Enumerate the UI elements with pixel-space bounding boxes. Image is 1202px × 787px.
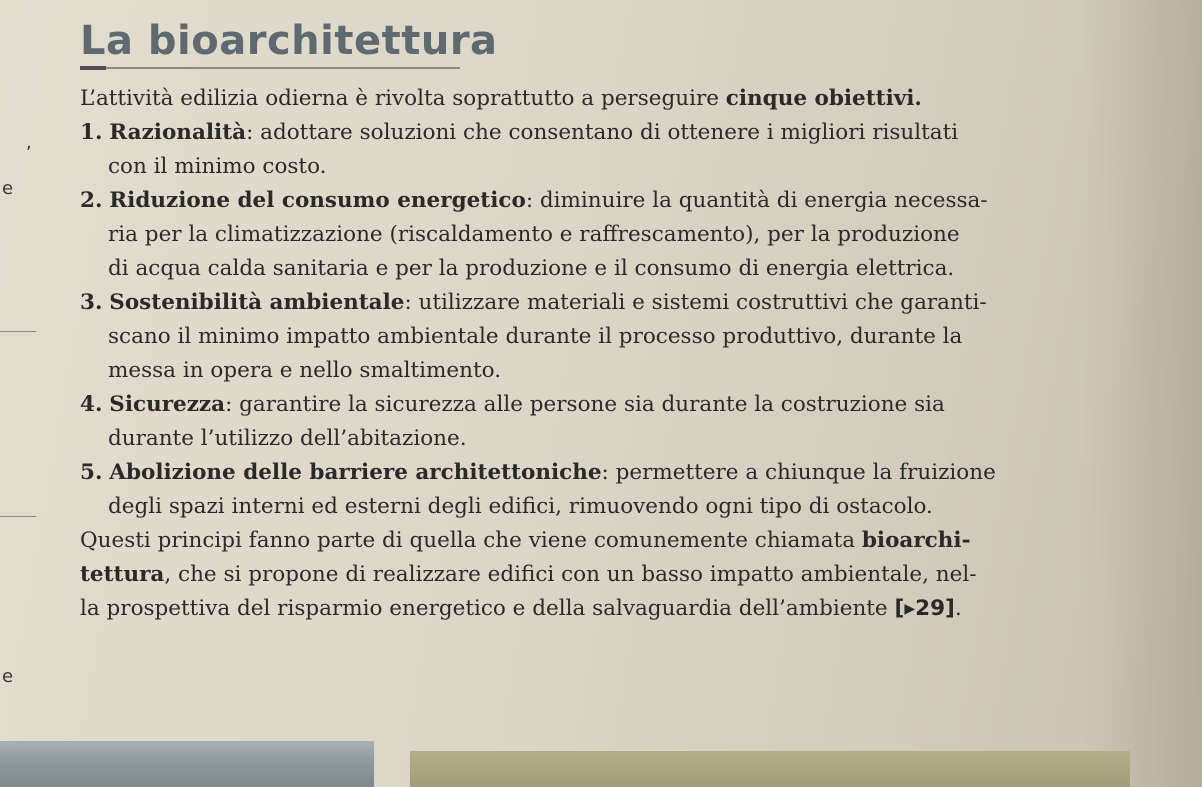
list-item-continuation: con il minimo costo. — [108, 154, 327, 179]
margin-mark: e — [2, 666, 14, 687]
list-item: 2. Riduzione del consumo energetico: diminuire la quantità di energia necessa- — [80, 188, 988, 213]
photo-strip-right — [410, 751, 1130, 787]
list-item-continuation: ria per la climatizzazione (riscaldamento e raffrescamento), per la produzione — [108, 222, 960, 247]
margin-mark: e — [2, 178, 14, 199]
list-item: 4. Sicurezza: garantire la sicurezza alle persone sia durante la costruzione sia — [80, 392, 945, 417]
intro-paragraph: L’attività edilizia odierna è rivolta soprattutto a perseguire cinque obiettivi. — [80, 86, 922, 111]
closing-paragraph: Questi principi fanno parte di quella che viene comunemente chiamata bioarchi- — [80, 528, 971, 553]
list-item-continuation: durante l’utilizzo dell’abitazione. — [108, 426, 467, 451]
list-item: 3. Sostenibilità ambientale: utilizzare materiali e sistemi costruttivi che garanti- — [80, 290, 987, 315]
section-title: La bioarchitettura — [80, 18, 498, 64]
margin-mark: , — [26, 132, 32, 153]
list-item-continuation: messa in opera e nello smaltimento. — [108, 358, 502, 383]
page-reference: [▸29] — [894, 596, 955, 621]
body-text — [80, 82, 1140, 626]
list-item-continuation: degli spazi interni ed esterni degli edifici, rimuovendo ogni tipo di ostacolo. — [108, 494, 933, 519]
list-item: 5. Abolizione delle barriere architettoniche: permettere a chiunque la fruizione — [80, 460, 996, 485]
closing-paragraph-line: la prospettiva del risparmio energetico e della salvaguardia dell’ambiente [▸29]. — [80, 596, 962, 621]
closing-paragraph-line: tettura, che si propone di realizzare edifici con un basso impatto ambientale, nel- — [80, 562, 977, 587]
margin-rule — [0, 516, 36, 517]
title-underline — [80, 67, 460, 69]
title-underline-accent — [80, 66, 106, 70]
list-item: 1. Razionalità: adottare soluzioni che consentano di ottenere i migliori risultati — [80, 120, 959, 145]
list-item-continuation: di acqua calda sanitaria e per la produzione e il consumo di energia elettrica. — [108, 256, 955, 281]
list-item-continuation: scano il minimo impatto ambientale durante il processo produttivo, durante la — [108, 324, 963, 349]
photo-strip-left — [0, 741, 374, 787]
margin-rule — [0, 331, 36, 332]
